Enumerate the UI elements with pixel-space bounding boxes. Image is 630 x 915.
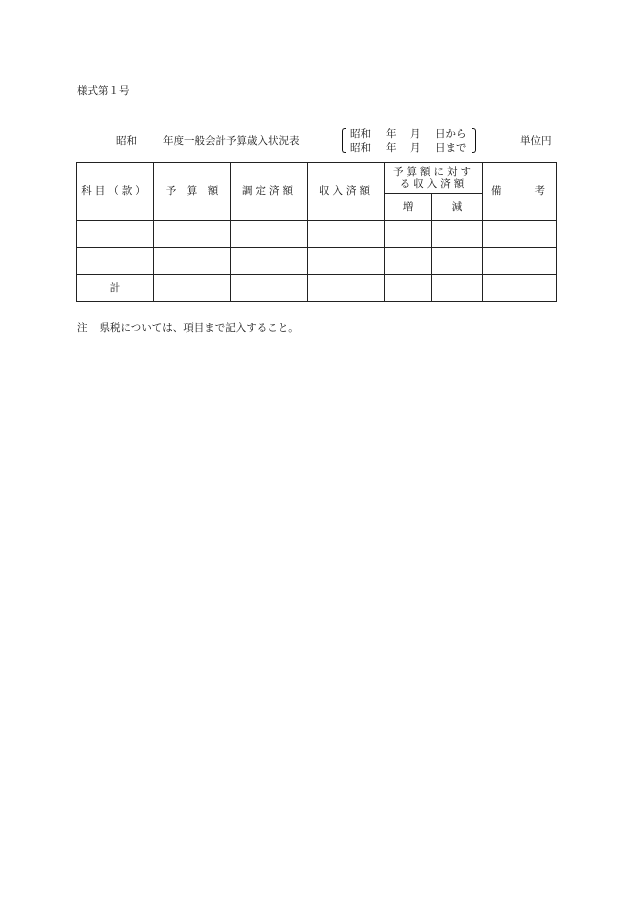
period-from-day: 日から — [435, 128, 467, 140]
cell — [77, 221, 154, 248]
cell — [154, 275, 231, 302]
document-title: 年度一般会計予算歳入状況表 — [163, 135, 300, 147]
col-header-decrease: 減 — [432, 194, 483, 221]
cell — [432, 221, 483, 248]
col-header-remarks — [483, 163, 557, 221]
cell — [154, 248, 231, 275]
cell — [483, 221, 557, 248]
period-to-month: 月 — [410, 142, 421, 154]
cell — [231, 221, 308, 248]
cell — [308, 275, 385, 302]
cell — [308, 221, 385, 248]
col-header-item: 科目（款） — [77, 163, 154, 221]
col-header-received: 収入済額 — [308, 163, 385, 221]
diff-group-line1: 予算額に対す — [393, 165, 474, 178]
cell — [385, 248, 432, 275]
period-to — [348, 142, 473, 154]
cell — [483, 275, 557, 302]
cell — [231, 275, 308, 302]
cell — [483, 248, 557, 275]
cell — [432, 275, 483, 302]
period-from — [348, 128, 473, 140]
period-to-era: 昭和 — [350, 142, 371, 154]
unit-label: 単位円 — [520, 135, 552, 147]
diff-group-line2: る収入済額 — [399, 178, 468, 190]
cell — [432, 248, 483, 275]
period-from-era: 昭和 — [350, 128, 371, 140]
table-row — [77, 248, 557, 275]
col-header-increase: 増 — [385, 194, 432, 221]
period-to-year: 年 — [386, 142, 397, 154]
era-label: 昭和 — [116, 135, 137, 147]
cell — [385, 221, 432, 248]
col-header-assessed: 調定済額 — [231, 163, 308, 221]
period-bracket-right — [472, 128, 476, 153]
cell — [154, 221, 231, 248]
period-bracket-left — [342, 128, 346, 153]
col-header-diff-group — [385, 163, 483, 194]
period-to-day: 日まで — [435, 142, 467, 154]
header-row — [77, 163, 557, 194]
cell — [308, 248, 385, 275]
col-header-budget: 予 算 額 — [154, 163, 231, 221]
note-label: 注 — [77, 322, 88, 334]
total-label: 計 — [77, 275, 154, 302]
total-row — [77, 275, 557, 302]
cell — [385, 275, 432, 302]
note-text: 県税については、項目まで記入すること。 — [99, 322, 299, 334]
period-from-year: 年 — [386, 128, 397, 140]
budget-status-table — [76, 162, 557, 302]
cell — [77, 248, 154, 275]
form-number: 様式第１号 — [77, 85, 130, 97]
table-row — [77, 221, 557, 248]
remarks-label: 備考 — [491, 185, 545, 198]
cell — [231, 248, 308, 275]
footnote — [77, 323, 311, 334]
period-from-month: 月 — [410, 128, 421, 140]
